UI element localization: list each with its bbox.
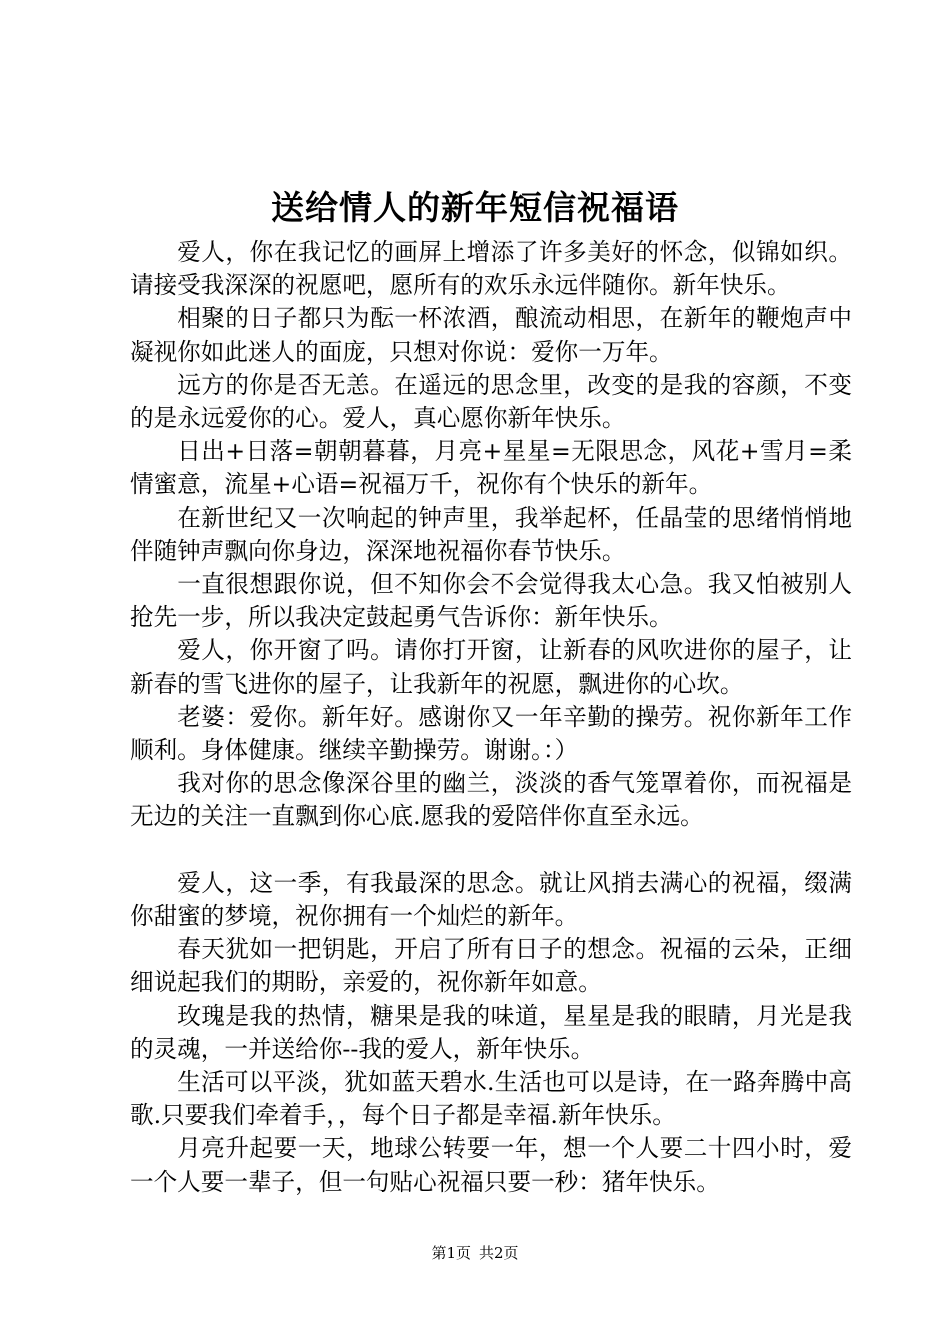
paragraph: 生活可以平淡，犹如蓝天碧水.生活也可以是诗，在一路奔腾中高歌.只要我们牵着手，，每个日子都是幸福.新年快乐。 bbox=[130, 1068, 852, 1130]
page-footer bbox=[0, 1241, 950, 1265]
blank-line bbox=[130, 834, 852, 867]
paragraph: 远方的你是否无恙。在遥远的思念里，改变的是我的容颜，不变的是永远爱你的心。爱人，真心愿你新年快乐。 bbox=[130, 370, 852, 433]
paragraph: 爱人，你开窗了吗。请你打开窗，让新春的风吹进你的屋子，让新春的雪飞进你的屋子，让我新年的祝愿，飘进你的心坎。 bbox=[130, 636, 852, 698]
document-title: 送给情人的新年短信祝福语 bbox=[271, 188, 679, 227]
paragraph: 老婆：爱你。新年好。感谢你又一年辛勤的操劳。祝你新年工作顺利。身体健康。继续辛勤操劳。谢谢。：） bbox=[130, 702, 852, 765]
page-number: 第1页 bbox=[431, 1244, 471, 1262]
paragraph: 相聚的日子都只为酝一杯浓酒，酿流动相思，在新年的鞭炮声中凝视你如此迷人的面庞，只想对你说：爱你一万年。 bbox=[130, 304, 852, 366]
page-total: 共2页 bbox=[479, 1244, 519, 1262]
paragraph: 春天犹如一把钥匙，开启了所有日子的想念。祝福的云朵，正细细说起我们的期盼，亲爱的，祝你新年如意。 bbox=[130, 935, 852, 997]
paragraph: 日出+日落=朝朝暮暮，月亮+星星=无限思念，风花+雪月=柔情蜜意，流星+心语=祝福万千，祝你有个快乐的新年。 bbox=[130, 437, 852, 499]
paragraph: 爱人，你在我记忆的画屏上增添了许多美好的怀念，似锦如织。请接受我深深的祝愿吧，愿所有的欢乐永远伴随你。新年快乐。 bbox=[130, 238, 852, 300]
document-body bbox=[130, 236, 852, 1199]
paragraph: 我对你的思念像深谷里的幽兰，淡淡的香气笼罩着你，而祝福是无边的关注一直飘到你心底.愿我的爱陪伴你直至永远。 bbox=[130, 769, 852, 831]
paragraph: 爱人，这一季，有我最深的思念。就让风捎去满心的祝福，缀满你甜蜜的梦境，祝你拥有一个灿烂的新年。 bbox=[130, 868, 852, 931]
paragraph: 玫瑰是我的热情，糖果是我的味道，星星是我的眼睛，月光是我的灵魂，一并送给你--我的爱人，新年快乐。 bbox=[130, 1001, 852, 1063]
paragraph: 在新世纪又一次响起的钟声里，我举起杯，任晶莹的思绪悄悄地伴随钟声飘向你身边，深深地祝福你春节快乐。 bbox=[130, 503, 852, 565]
paragraph: 一直很想跟你说，但不知你会不会觉得我太心急。我又怕被别人抢先一步，所以我决定鼓起勇气告诉你：新年快乐。 bbox=[130, 570, 852, 632]
paragraph: 月亮升起要一天，地球公转要一年，想一个人要二十四小时，爱一个人要一辈子，但一句贴心祝福只要一秒：猪年快乐。 bbox=[130, 1134, 852, 1196]
